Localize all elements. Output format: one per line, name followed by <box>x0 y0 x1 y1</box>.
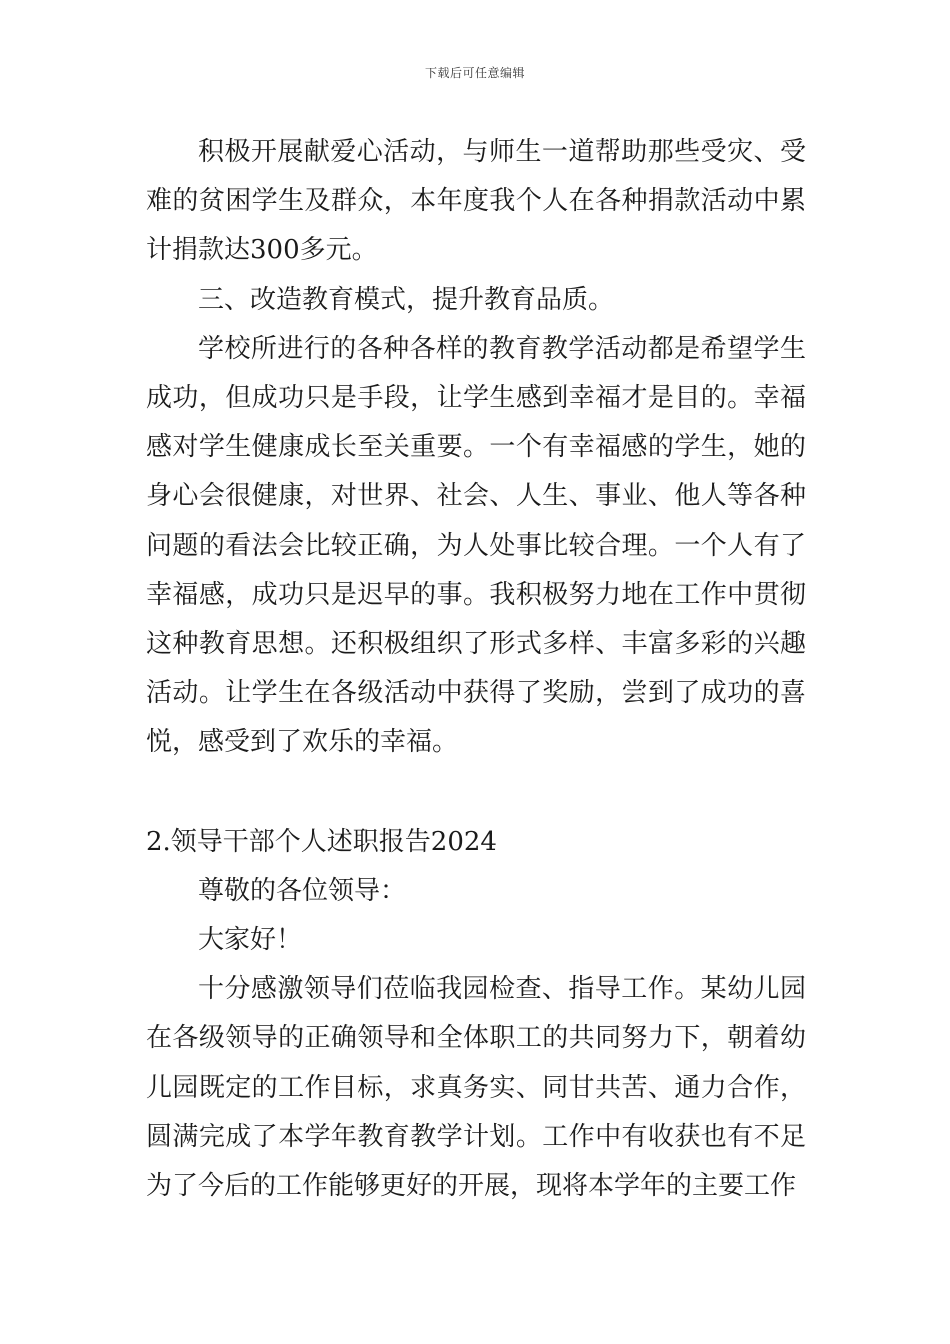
paragraph-happiness-education: 学校所进行的各种各样的教育教学活动都是希望学生成功，但成功只是手段，让学生感到幸福才是目的。幸福感对学生健康成长至关重要。一个有幸福感的学生，她的身心会很健康，对世界、社会、人生、事业、他人等各种问题的看法会比较正确，为人处事比较合理。一个人有了幸福感，成功只是迟早的事。我积极努力地在工作中贯彻这种教育思想。还积极组织了形式多样、丰富多彩的兴趣活动。让学生在各级活动中获得了奖励，尝到了成功的喜悦，感受到了欢乐的幸福。 <box>146 333 806 758</box>
page-header-note: 下载后可任意编辑 <box>424 66 525 80</box>
paragraph-report-intro: 十分感激领导们莅临我园检查、指导工作。某幼儿园在各级领导的正确领导和全体职工的共同努力下，朝着幼儿园既定的工作目标，求真务实、同甘共苦、通力合作，圆满完成了本学年教育教学计划。工作中有收获也有不足为了今后的工作能够更好的开展，现将本学年的主要工作 <box>146 974 806 1202</box>
section-spacer <box>146 768 806 818</box>
paragraph-section-three-title: 三、改造教育模式，提升教育品质。 <box>198 284 615 315</box>
paragraph-donation: 积极开展献爱心活动，与师生一道帮助那些受灾、受难的贫困学生及群众，本年度我个人在各种捐款活动中累计捐款达300多元。 <box>146 137 806 266</box>
paragraph-salutation: 尊敬的各位领导： <box>198 875 407 906</box>
paragraph-greeting: 大家好！ <box>198 925 303 956</box>
document-body <box>146 128 806 1211</box>
section-heading: 2.领导干部个人述职报告2024 <box>146 826 497 857</box>
